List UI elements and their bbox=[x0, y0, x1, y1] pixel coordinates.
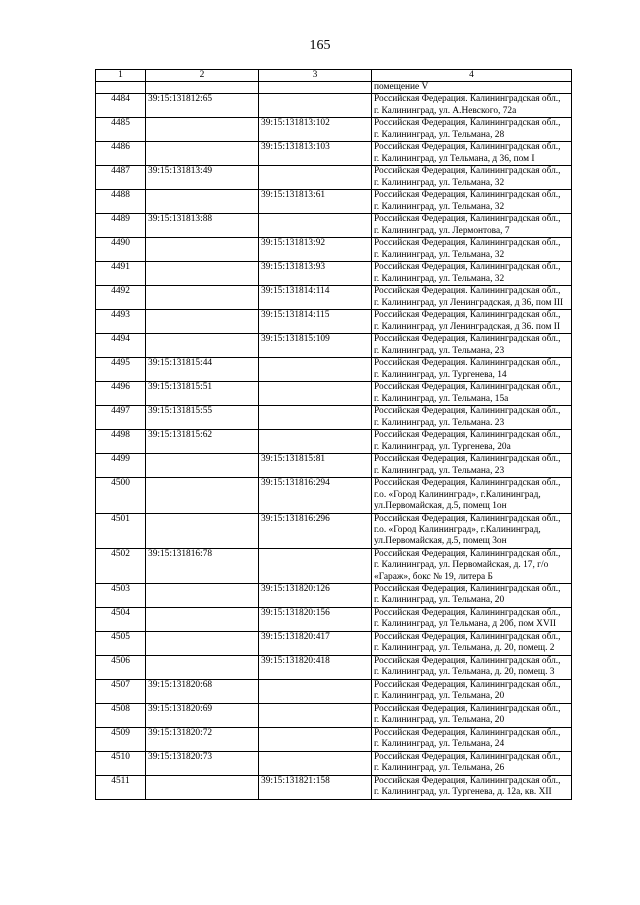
cell-cadastral-a bbox=[146, 238, 259, 262]
cell-cadastral-a: 39:15:131820:73 bbox=[146, 752, 259, 776]
column-header-3: 3 bbox=[259, 70, 372, 82]
cell-cadastral-a bbox=[146, 82, 259, 94]
cell-cadastral-a bbox=[146, 584, 259, 608]
address-line: г. Калининград, ул. Тельмана, 32 bbox=[374, 249, 505, 260]
cell-address bbox=[372, 214, 572, 238]
cell-cadastral-a bbox=[146, 142, 259, 166]
table-row bbox=[96, 632, 572, 656]
column-header-4: 4 bbox=[372, 70, 572, 82]
table-row bbox=[96, 166, 572, 190]
cell-number: 4487 bbox=[96, 166, 146, 190]
table-row bbox=[96, 190, 572, 214]
address-line: Российская Федерация, Калининградская обл., bbox=[374, 166, 561, 177]
table-row bbox=[96, 310, 572, 334]
cell-cadastral-b: 39:15:131816:294 bbox=[259, 478, 372, 513]
cell-cadastral-b: 39:15:131815:109 bbox=[259, 334, 372, 358]
address-line: г. Калининград, ул. Тельмана, 32 bbox=[374, 201, 505, 212]
address-line: Российская Федерация, Калининградская обл., bbox=[374, 728, 561, 739]
cell-cadastral-a bbox=[146, 334, 259, 358]
cell-number: 4490 bbox=[96, 238, 146, 262]
cell-number: 4502 bbox=[96, 548, 146, 583]
cell-number: 4499 bbox=[96, 454, 146, 478]
cell-address bbox=[372, 454, 572, 478]
cell-number: 4493 bbox=[96, 310, 146, 334]
table-row bbox=[96, 334, 572, 358]
cell-cadastral-a bbox=[146, 118, 259, 142]
cell-number: 4504 bbox=[96, 608, 146, 632]
cell-cadastral-b: 39:15:131813:93 bbox=[259, 262, 372, 286]
cell-cadastral-a bbox=[146, 776, 259, 800]
address-line: г. Калининград, ул. Тургенева, д. 12а, кв. XII bbox=[374, 787, 552, 798]
address-line: Российская Федерация, Калининградская обл., bbox=[374, 430, 561, 441]
address-line: г. Калининград, ул. Тельмана, 23 bbox=[374, 345, 505, 356]
cell-address bbox=[372, 358, 572, 382]
cell-number: 4506 bbox=[96, 656, 146, 680]
cell-cadastral-b: 39:15:131813:92 bbox=[259, 238, 372, 262]
cell-number: 4501 bbox=[96, 513, 146, 548]
table-row bbox=[96, 656, 572, 680]
table-row bbox=[96, 513, 572, 548]
cell-cadastral-a: 39:15:131816:78 bbox=[146, 548, 259, 583]
cell-cadastral-b bbox=[259, 166, 372, 190]
address-line: Российская Федерация, Калининградская обл., bbox=[374, 334, 561, 345]
cell-number: 4495 bbox=[96, 358, 146, 382]
address-line: Российская Федерация, Калининградская обл., bbox=[374, 406, 561, 417]
cell-cadastral-a bbox=[146, 608, 259, 632]
cell-cadastral-b: 39:15:131820:156 bbox=[259, 608, 372, 632]
cell-number: 4511 bbox=[96, 776, 146, 800]
address-line: Российская Федерация, Калининградская обл., bbox=[374, 262, 561, 273]
address-line: г. Калининград, ул. Тельмана, д. 20, помещ. 2 bbox=[374, 643, 555, 654]
address-line: г. Калининград, ул. Тельмана, 23 bbox=[374, 465, 505, 476]
table-row bbox=[96, 382, 572, 406]
cell-cadastral-b: 39:15:131814:114 bbox=[259, 286, 372, 310]
cell-cadastral-b: 39:15:131820:417 bbox=[259, 632, 372, 656]
table-row bbox=[96, 776, 572, 800]
table-row bbox=[96, 286, 572, 310]
address-line: Российская Федерация, Калининградская обл., bbox=[374, 238, 561, 249]
cell-address bbox=[372, 190, 572, 214]
cell-address bbox=[372, 548, 572, 583]
cell-number: 4491 bbox=[96, 262, 146, 286]
table-row bbox=[96, 406, 572, 430]
cell-address bbox=[372, 310, 572, 334]
address-line: г. Калининград, ул. Тельмана, д. 20, помещ. 3 bbox=[374, 667, 555, 678]
cell-number: 4500 bbox=[96, 478, 146, 513]
cell-number: 4503 bbox=[96, 584, 146, 608]
cell-number: 4496 bbox=[96, 382, 146, 406]
cell-number: 4488 bbox=[96, 190, 146, 214]
cell-cadastral-a: 39:15:131815:51 bbox=[146, 382, 259, 406]
address-line: г. Калининград, ул. Тельмана, 20 bbox=[374, 691, 505, 702]
cell-cadastral-a bbox=[146, 262, 259, 286]
address-line: Российская Федерация, Калининградская обл., bbox=[374, 752, 561, 763]
address-line: Российская Федерация, Калининградская обл., bbox=[374, 214, 561, 225]
address-line: Российская Федерация, Калининградская обл., bbox=[374, 382, 561, 393]
cell-cadastral-a bbox=[146, 190, 259, 214]
cell-address bbox=[372, 656, 572, 680]
address-line: г. Калининград, ул Тельмана, д 20б, пом XVII bbox=[374, 619, 556, 630]
table-row bbox=[96, 680, 572, 704]
cell-cadastral-b: 39:15:131813:102 bbox=[259, 118, 372, 142]
address-line: г. Калининград, ул Тельмана, д 36, пом I bbox=[374, 153, 535, 164]
cell-cadastral-a: 39:15:131815:62 bbox=[146, 430, 259, 454]
cell-number: 4510 bbox=[96, 752, 146, 776]
address-line: ул.Первомайская, д.5, помещ 1он bbox=[374, 501, 507, 512]
cell-cadastral-a: 39:15:131820:72 bbox=[146, 728, 259, 752]
cell-number: 4486 bbox=[96, 142, 146, 166]
cell-address bbox=[372, 334, 572, 358]
address-line: Российская Федерация, Калининградская обл., bbox=[374, 656, 561, 667]
table-row bbox=[96, 608, 572, 632]
cell-address bbox=[372, 632, 572, 656]
cell-address bbox=[372, 382, 572, 406]
cell-address bbox=[372, 94, 572, 118]
address-line: г. Калининград, ул. Тельмана, 20 bbox=[374, 715, 505, 726]
table-row bbox=[96, 430, 572, 454]
address-line: г. Калининград, ул. Тельмана. 23 bbox=[374, 417, 505, 428]
cell-cadastral-a: 39:15:131820:68 bbox=[146, 680, 259, 704]
cell-address bbox=[372, 513, 572, 548]
table-row bbox=[96, 704, 572, 728]
table-row bbox=[96, 94, 572, 118]
cell-cadastral-a: 39:15:131815:55 bbox=[146, 406, 259, 430]
cell-cadastral-b: 39:15:131813:61 bbox=[259, 190, 372, 214]
address-line: Российская Федерация, Калининградская обл., bbox=[374, 704, 561, 715]
cell-address: помещение V bbox=[372, 82, 572, 94]
cell-number: 4492 bbox=[96, 286, 146, 310]
cell-number: 4494 bbox=[96, 334, 146, 358]
cell-address bbox=[372, 142, 572, 166]
cell-number: 4484 bbox=[96, 94, 146, 118]
cell-cadastral-b bbox=[259, 680, 372, 704]
cell-address bbox=[372, 430, 572, 454]
cell-number: 4505 bbox=[96, 632, 146, 656]
cell-address bbox=[372, 118, 572, 142]
table-row bbox=[96, 548, 572, 583]
address-line: г. Калининград, ул. Тельмана, 24 bbox=[374, 739, 505, 750]
address-line: г.о. «Город Калининград», г.Калининград, bbox=[374, 525, 541, 536]
cell-cadastral-b bbox=[259, 728, 372, 752]
address-line: Российская Федерация, Калининградская обл., bbox=[374, 513, 561, 524]
address-line: Российская Федерация. Калининградская обл., bbox=[374, 94, 561, 105]
address-line: г. Калининград, ул. Лермонтова, 7 bbox=[374, 225, 510, 236]
cell-cadastral-a: 39:15:131812:65 bbox=[146, 94, 259, 118]
address-line: Российская Федерация, Калининградская обл., bbox=[374, 478, 561, 489]
table-row bbox=[96, 478, 572, 513]
cell-cadastral-b bbox=[259, 548, 372, 583]
cell-cadastral-a bbox=[146, 286, 259, 310]
table-row bbox=[96, 752, 572, 776]
address-line: г. Калининград, ул. Тельмана, 20 bbox=[374, 595, 505, 606]
cell-address bbox=[372, 478, 572, 513]
address-line: «Гараж», бокс № 19, литера Б bbox=[374, 571, 493, 582]
cell-cadastral-b: 39:15:131820:418 bbox=[259, 656, 372, 680]
cell-cadastral-b: 39:15:131815:81 bbox=[259, 454, 372, 478]
address-line: Российская Федерация, Калининградская обл., bbox=[374, 548, 561, 559]
address-line: г. Калининград, ул. Тельмана, 26 bbox=[374, 763, 505, 774]
cell-cadastral-a bbox=[146, 656, 259, 680]
address-line: Российская Федерация, Калининградская обл., bbox=[374, 118, 561, 129]
address-line: Российская Федерация, Калининградская обл., bbox=[374, 142, 561, 153]
cell-address bbox=[372, 238, 572, 262]
cell-cadastral-a bbox=[146, 454, 259, 478]
cell-cadastral-a: 39:15:131820:69 bbox=[146, 704, 259, 728]
table-row bbox=[96, 214, 572, 238]
page-number: 165 bbox=[309, 38, 331, 53]
address-line: г. Калининград, ул. Тургенева, 14 bbox=[374, 369, 507, 380]
cell-address bbox=[372, 704, 572, 728]
cell-address bbox=[372, 752, 572, 776]
cell-cadastral-a bbox=[146, 478, 259, 513]
cell-cadastral-b bbox=[259, 82, 372, 94]
cell-address bbox=[372, 584, 572, 608]
cell-cadastral-b bbox=[259, 382, 372, 406]
cell-cadastral-b bbox=[259, 406, 372, 430]
table-row bbox=[96, 728, 572, 752]
table-row bbox=[96, 454, 572, 478]
cell-address bbox=[372, 406, 572, 430]
address-line: г. Калининград, ул. Тельмана, 15а bbox=[374, 393, 509, 404]
cell-number: 4498 bbox=[96, 430, 146, 454]
table-row bbox=[96, 238, 572, 262]
cell-cadastral-b: 39:15:131813:103 bbox=[259, 142, 372, 166]
address-line: г.о. «Город Калининград», г.Калининград, bbox=[374, 489, 541, 500]
cell-cadastral-a: 39:15:131813:88 bbox=[146, 214, 259, 238]
table-header-row bbox=[96, 70, 572, 82]
address-line: ул.Первомайская, д.5, помещ 3он bbox=[374, 536, 507, 547]
cell-cadastral-b bbox=[259, 430, 372, 454]
cell-cadastral-b: 39:15:131821:158 bbox=[259, 776, 372, 800]
table-row bbox=[96, 358, 572, 382]
cell-cadastral-b bbox=[259, 358, 372, 382]
address-line: Российская Федерация, Калининградская обл., bbox=[374, 454, 561, 465]
address-line: Российская Федерация. Калининградская обл., bbox=[374, 358, 561, 369]
address-line: г. Калининград, ул. Тельмана, 32 bbox=[374, 177, 505, 188]
cell-number: 4489 bbox=[96, 214, 146, 238]
column-header-2: 2 bbox=[146, 70, 259, 82]
cell-number: 4508 bbox=[96, 704, 146, 728]
address-line: г. Калининград, ул. Тельмана, 28 bbox=[374, 129, 505, 140]
cell-address bbox=[372, 608, 572, 632]
cell-number: 4497 bbox=[96, 406, 146, 430]
cell-cadastral-a bbox=[146, 632, 259, 656]
cell-cadastral-b bbox=[259, 752, 372, 776]
cell-cadastral-a bbox=[146, 310, 259, 334]
column-header-1: 1 bbox=[96, 70, 146, 82]
cell-address bbox=[372, 728, 572, 752]
cell-address bbox=[372, 680, 572, 704]
cell-number: 4507 bbox=[96, 680, 146, 704]
cell-address bbox=[372, 166, 572, 190]
address-line: Российская Федерация, Калининградская обл., bbox=[374, 680, 561, 691]
address-line: г. Калининград, ул. А.Невского, 72а bbox=[374, 105, 517, 116]
cell-number bbox=[96, 82, 146, 94]
cell-cadastral-a bbox=[146, 513, 259, 548]
address-line: г. Калининград, ул. Тургенева, 20а bbox=[374, 441, 511, 452]
cell-cadastral-b bbox=[259, 94, 372, 118]
address-line: г. Калининград, ул. Первомайская, д. 17, г/о bbox=[374, 560, 549, 571]
cell-number: 4509 bbox=[96, 728, 146, 752]
cell-cadastral-b: 39:15:131814:115 bbox=[259, 310, 372, 334]
cell-cadastral-b bbox=[259, 704, 372, 728]
address-line: Российская Федерация. Калининградская обл., bbox=[374, 286, 561, 297]
address-line: Российская Федерация, Калининградская обл., bbox=[374, 190, 561, 201]
continuation-row bbox=[96, 82, 572, 94]
table-row bbox=[96, 142, 572, 166]
cell-address bbox=[372, 262, 572, 286]
table-row bbox=[96, 262, 572, 286]
address-line: Российская Федерация, Калининградская обл., bbox=[374, 632, 561, 643]
cell-cadastral-a: 39:15:131815:44 bbox=[146, 358, 259, 382]
table-row bbox=[96, 584, 572, 608]
address-line: Российская Федерация, Калининградская обл., bbox=[374, 776, 561, 787]
cell-cadastral-b: 39:15:131820:126 bbox=[259, 584, 372, 608]
table-row bbox=[96, 118, 572, 142]
address-line: г. Калининград, ул Ленинградская, д 36, пом III bbox=[374, 297, 564, 308]
cell-cadastral-b: 39:15:131816:296 bbox=[259, 513, 372, 548]
address-line: г. Калининград, ул Ленинградская, д 36. пом II bbox=[374, 321, 560, 332]
cell-cadastral-b bbox=[259, 214, 372, 238]
cell-number: 4485 bbox=[96, 118, 146, 142]
registry-table bbox=[95, 69, 572, 800]
cell-address bbox=[372, 286, 572, 310]
cell-address bbox=[372, 776, 572, 800]
address-line: Российская Федерация, Калининградская обл., bbox=[374, 310, 561, 321]
address-line: Российская Федерация, Калининградская обл., bbox=[374, 584, 561, 595]
address-line: Российская Федерация, Калининградская обл., bbox=[374, 608, 561, 619]
address-line: г. Калининград, ул. Тельмана, 32 bbox=[374, 273, 505, 284]
cell-cadastral-a: 39:15:131813:49 bbox=[146, 166, 259, 190]
